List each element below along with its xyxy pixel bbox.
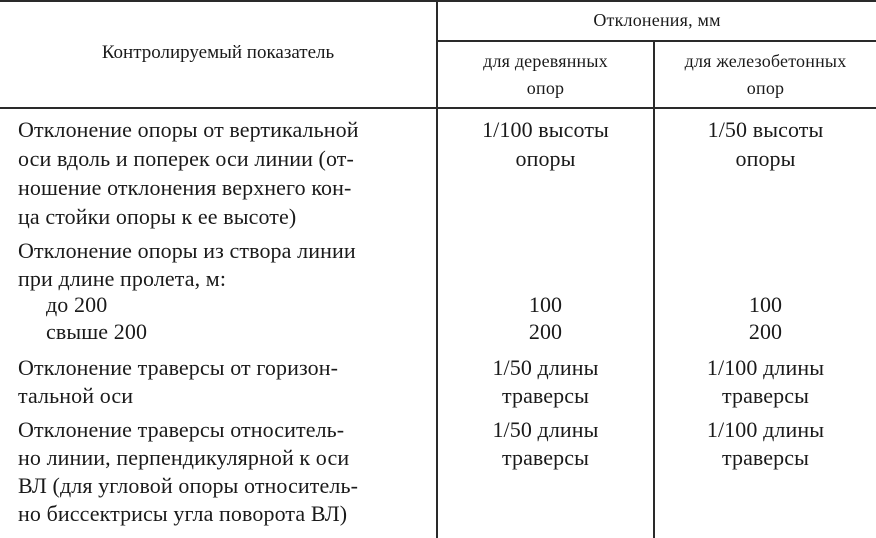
- row4-param-line3: ВЛ (для угловой опоры относитель-: [18, 473, 359, 498]
- header-concrete-line1: для железобетонных: [684, 51, 847, 71]
- header-wood-line2: опор: [526, 78, 565, 98]
- row1-concrete-line2: опоры: [735, 146, 796, 171]
- header-deviation-group: Отклонения, мм: [593, 10, 721, 30]
- header-param-column: Контролируемый показатель: [101, 42, 335, 63]
- table-top-border: [0, 0, 876, 2]
- header-wood-line1: для деревянных: [483, 51, 608, 71]
- row4-param-line4: но биссектрисы угла поворота ВЛ): [18, 501, 348, 526]
- row4-param-line2: но линии, перпендикулярной к оси: [18, 445, 350, 470]
- row1-param-line2: оси вдоль и поперек оси линии (от-: [18, 146, 354, 171]
- row4-param-line1: Отклонение траверсы относитель-: [18, 417, 345, 442]
- row3-wood-line2: траверсы: [501, 383, 590, 408]
- row4-wood-line2: траверсы: [501, 445, 590, 470]
- row4-concrete-line2: траверсы: [721, 445, 810, 470]
- row1-concrete-line1: 1/50 высоты: [707, 117, 824, 142]
- row2-param-line4: свыше 200: [46, 319, 148, 344]
- row3-concrete-line2: траверсы: [721, 383, 810, 408]
- row2-param-line3: до 200: [46, 292, 108, 317]
- header-concrete-line2: опор: [746, 78, 785, 98]
- row3-param-line1: Отклонение траверсы от горизон-: [18, 355, 339, 380]
- row1-wood-line1: 1/100 высоты: [482, 117, 609, 142]
- row3-concrete-line1: 1/100 длины: [706, 355, 825, 380]
- row4-wood-line1: 1/50 длины: [492, 417, 599, 442]
- row2-concrete-value1: 100: [748, 292, 783, 317]
- row2-concrete-value2: 200: [748, 319, 783, 344]
- header-bottom-border: [0, 107, 876, 109]
- row2-wood-value1: 100: [528, 292, 563, 317]
- row3-param-line2: тальной оси: [18, 383, 134, 408]
- row1-param-line1: Отклонение опоры от вертикальной: [18, 117, 359, 142]
- row3-wood-line1: 1/50 длины: [492, 355, 599, 380]
- row1-param-line4: ца стойки опоры к ее высоте): [18, 204, 297, 229]
- row1-wood-line2: опоры: [515, 146, 576, 171]
- header-subdivider: [437, 40, 876, 42]
- row1-param-line3: ношение отклонения верхнего кон-: [18, 175, 352, 200]
- row2-param-line1: Отклонение опоры из створа линии: [18, 238, 356, 263]
- row2-param-line2: при длине пролета, м:: [18, 266, 227, 291]
- row4-concrete-line1: 1/100 длины: [706, 417, 825, 442]
- row2-wood-value2: 200: [528, 319, 563, 344]
